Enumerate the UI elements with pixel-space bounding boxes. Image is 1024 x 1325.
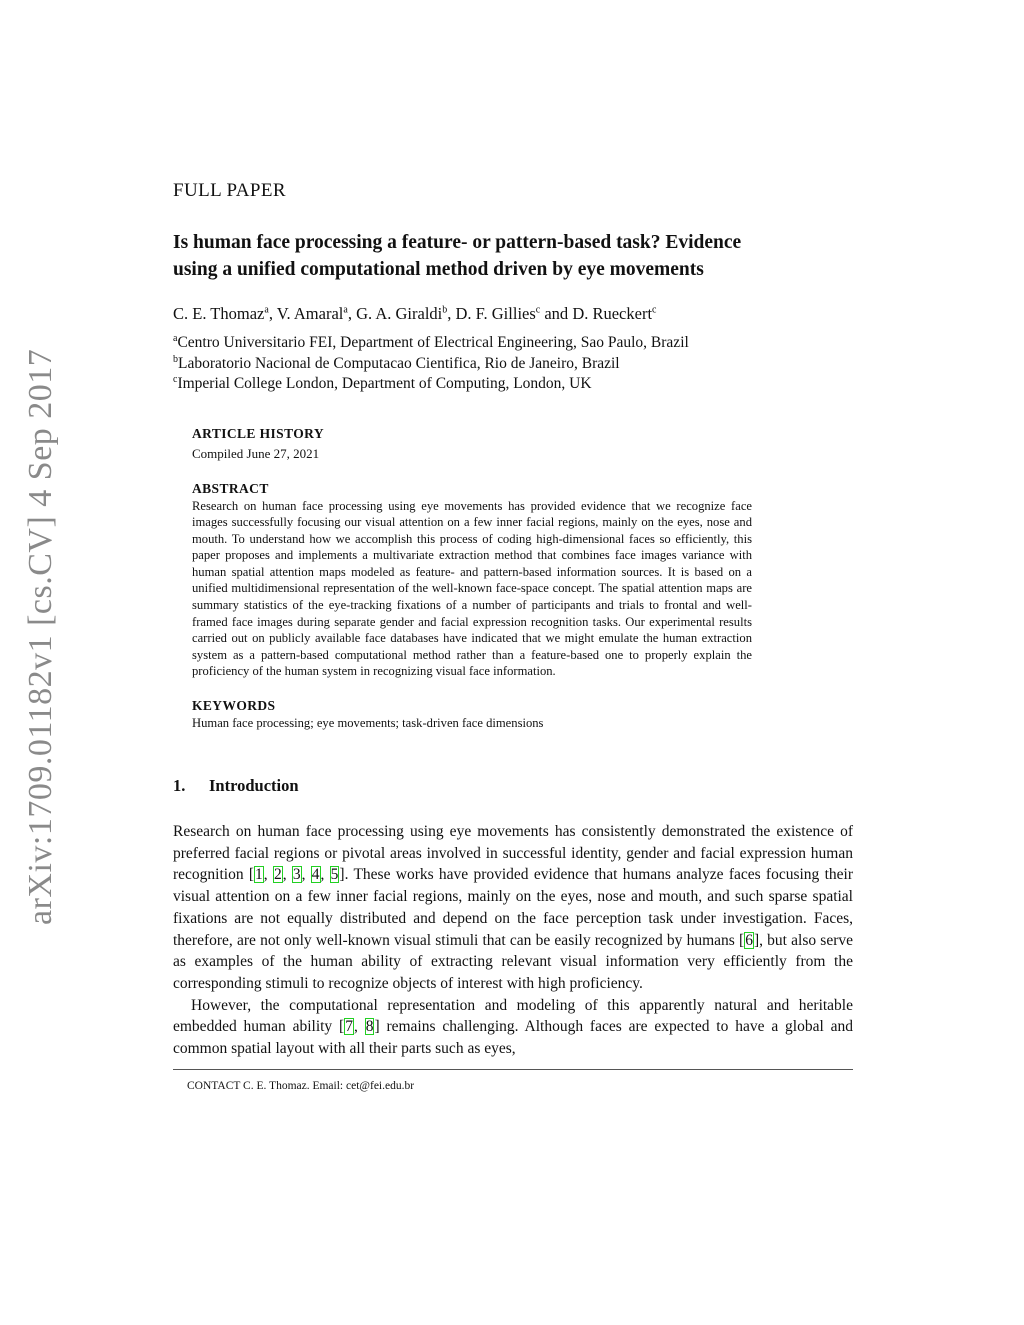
author-name: D. F. Gillies — [455, 304, 536, 323]
citation-link[interactable]: 4 — [311, 866, 320, 884]
introduction-body — [173, 821, 853, 1060]
citation-link[interactable]: 1 — [255, 866, 263, 884]
affiliation-a — [173, 333, 853, 354]
paragraph-text: However, the computational representation and modeling of this apparently natural and heritable embedded human ability [ — [173, 996, 853, 1036]
article-history-heading: ARTICLE HISTORY — [192, 425, 324, 441]
section-title: Introduction — [209, 776, 299, 796]
author-name: G. A. Giraldi — [356, 304, 443, 323]
affiliation-c — [173, 374, 853, 395]
paper-page — [173, 178, 853, 1094]
paragraph: Research on human face processing using eye movements has consistently demonstrated the existence of preferred facial regions or pivotal areas involved in successful identity, gender and facial expression human recognition [1, 2, 3, 4, 5]. These works have provided evidence that humans analyze faces focusing their visual attention on a few inner facial regions, mainly on the eyes, nose and mouth, and such sparse spatial fixations are not equally distributed and depend on the face perception task under investigation. Faces, therefore, are not only well-known visual stimuli that can be easily recognized by humans [6], but also serve as examples of the human ability of extracting relevant visual information very efficiently from the corresponding stimuli to recognize objects of interest with high proficiency. — [173, 823, 854, 992]
section-number: 1. — [173, 776, 186, 796]
affiliation-text: Imperial College London, Department of Computing, London, UK — [177, 375, 592, 392]
title-line-2: using a unified computational method driven by eye movements — [173, 259, 704, 280]
author-affiliation-mark: a — [264, 304, 269, 316]
author-name: V. Amaral — [276, 304, 344, 323]
author-separator: , — [347, 304, 357, 323]
footnote-rule — [173, 1069, 853, 1070]
article-history — [192, 425, 752, 463]
title-line-1: Is human face processing a feature- or pattern-based task? Evidence — [173, 232, 742, 253]
abstract — [192, 480, 752, 681]
abstract-heading: ABSTRACT — [192, 480, 269, 496]
arxiv-side-identifier: arXiv:1709.01182v1 [cs.CV] 4 Sep 2017 — [22, 348, 59, 925]
citation-link[interactable]: 6 — [745, 931, 753, 949]
citation-link[interactable]: 3 — [292, 866, 301, 884]
paper-kind-label: FULL PAPER — [173, 180, 286, 201]
affiliation-text: Laboratorio Nacional de Computacao Cientifica, Rio de Janeiro, Brazil — [178, 354, 620, 372]
author-separator: and — [540, 304, 573, 323]
article-metadata — [192, 425, 752, 733]
contact-footnote: CONTACT C. E. Thomaz. Email: cet@fei.edu.br — [187, 1079, 415, 1092]
author-affiliation-mark: c — [535, 304, 541, 316]
citation-link[interactable]: 2 — [273, 866, 282, 884]
affiliation-b — [173, 354, 853, 375]
author-separator: , — [447, 304, 456, 323]
affiliation-mark: a — [173, 332, 178, 344]
paper-title — [173, 229, 853, 283]
author-separator: , — [268, 304, 277, 323]
affiliation-text: Centro Universitario FEI, Department of Electrical Engineering, Sao Paulo, Brazil — [177, 334, 689, 351]
affiliation-mark: c — [173, 373, 178, 385]
paragraph-text: ]. These works have provided evidence that humans analyze faces focusing their visual attention on a few inner facial regions, mainly on the eyes, nose and mouth, and such sparse spatial fixations are not equally distributed and depend on the face perception task under investigation. Faces, therefore, are not only well-known visual stimuli that can be easily recognized by humans [ — [173, 866, 853, 949]
compiled-date: Compiled June 27, 2021 — [192, 445, 320, 461]
author-affiliation-mark: c — [652, 304, 657, 316]
affiliation-mark: b — [173, 353, 178, 365]
citation-link[interactable]: 5 — [330, 866, 339, 884]
paragraph-text: ], but also serve as examples of the human ability of extracting relevant visual information very efficiently from the corresponding stimuli to recognize objects of interest with high proficiency. — [173, 931, 854, 992]
author-affiliation-mark: b — [442, 304, 448, 316]
affiliation-list — [173, 333, 853, 395]
citation-link[interactable]: 7 — [345, 1018, 353, 1036]
section-heading — [173, 775, 853, 797]
author-list — [173, 303, 853, 325]
author-affiliation-mark: a — [343, 304, 348, 316]
keywords-text: Human face processing; eye movements; task-driven face dimensions — [192, 716, 544, 731]
keywords — [192, 697, 752, 732]
paragraph-text: ] remains challenging. Although faces are expected to have a global and common spatial layout with all their parts such as eyes, — [173, 1018, 854, 1058]
keywords-heading: KEYWORDS — [192, 698, 276, 714]
paragraph: However, the computational representation and modeling of this apparently natural and heritable embedded human ability [7, 8] remains challenging. Although faces are expected to have a global and common spatial layout with all their parts such as eyes, — [173, 996, 854, 1058]
citation-link[interactable]: 8 — [365, 1018, 374, 1036]
abstract-text: Research on human face processing using eye movements has provided evidence that we recognize face images successfully focusing our visual attention on a few inner facial regions, mainly on the eyes, nose and mouth. To understand how we accomplish this process of coding high-dimensional faces so efficiently, this paper proposes and implements a multivariate extraction method that combines face images variance with human spatial attention maps modeled as feature- and pattern-based information sources. It is based on a unified multidimensional representation of the well-known face-space concept. The spatial attention maps are summary statistics of the eye-tracking fixations of a number of participants and trials to frontal and well-framed face images during separate gender and facial expression recognition tasks. Our experimental results carried out on publicly available face databases have indicated that we might emulate the human extraction system as a pattern-based computational method rather than a feature-based one to properly explain the proficiency of the human system in recognizing visual face information. — [192, 498, 752, 679]
author-name: C. E. Thomaz — [173, 304, 265, 323]
author-name: D. Rueckert — [572, 304, 653, 323]
paragraph-text: Research on human face processing using eye movements has consistently demonstrated the existence of preferred facial regions or pivotal areas involved in successful identity, gender and facial expression human recognition [ — [173, 823, 853, 884]
